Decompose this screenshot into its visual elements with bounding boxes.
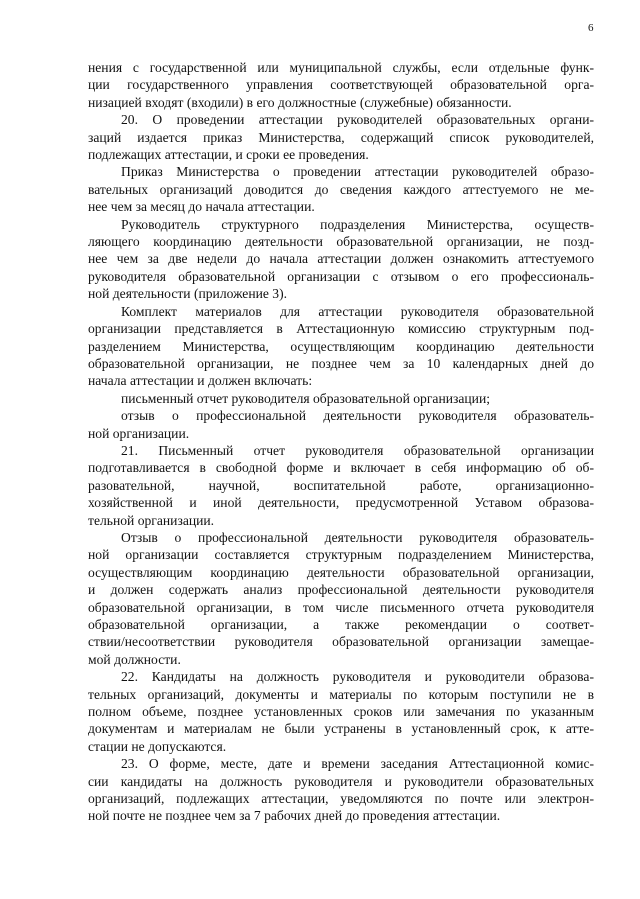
text-line: мой должности. <box>88 651 181 667</box>
text-line: письменный отчет руководителя образовательной организации; <box>121 390 491 406</box>
text-line: организаций, подлежащих аттестации, уведомляются по почте или электрон- <box>88 791 594 807</box>
paragraph-23 <box>88 755 594 825</box>
text-line: документам и материалам не были устранены в установленный срок, к атте- <box>88 721 594 737</box>
text-line: образовательной организации, в том числе письменного отчета руководителя <box>88 599 594 615</box>
text-line: отзыв о профессиональной деятельности руководителя образователь- <box>121 408 594 424</box>
text-line: осуществляющим координацию деятельности образовательной организации, <box>88 564 594 580</box>
text-line: ляющего координацию деятельности образовательной организации, не позд- <box>88 234 594 250</box>
paragraph-20 <box>88 111 594 163</box>
text-line: ной организации составляется структурным подразделением Министерства, <box>88 547 594 563</box>
text-line: разовательной, научной, воспитательной работе, организационно- <box>88 477 594 493</box>
text-line: хозяйственной и иной деятельности, предусмотренной Уставом образова- <box>88 495 594 511</box>
paragraph-continuation <box>88 59 594 111</box>
paragraph-report-item <box>88 390 594 407</box>
text-line: ной деятельности (приложение 3). <box>88 286 288 302</box>
text-line: заций издается приказ Министерства, содержащий список руководителей, <box>88 129 594 145</box>
text-line: полном объеме, позднее установленных сроков или замечания по указанным <box>88 704 594 720</box>
text-line: ствии/несоответствии руководителя образовательной организации замещае- <box>88 634 594 650</box>
text-line: Приказ Министерства о проведении аттестации руководителей образо- <box>121 164 594 180</box>
text-line: сии кандидаты на должность руководителя и руководители образовательных <box>88 773 594 789</box>
text-line: тельной организации. <box>88 512 215 528</box>
text-line: тельных организаций, документы и материалы по которым поступили не в <box>88 686 594 702</box>
text-line: 21. Письменный отчет руководителя образовательной организации <box>121 442 594 458</box>
paragraph-materials <box>88 303 594 390</box>
text-line: низацией входят (входили) в его должностные (служебные) обязанности. <box>88 94 512 110</box>
paragraph-22 <box>88 668 594 755</box>
text-line: подготавливается в свободной форме и включает в себя информацию об об- <box>88 460 594 476</box>
text-line: Отзыв о профессиональной деятельности руководителя образователь- <box>121 529 594 545</box>
text-line: начала аттестации и должен включать: <box>88 373 313 389</box>
text-line: руководителя образовательной организации с отзывом о его профессиональ- <box>88 268 594 284</box>
text-line: Руководитель структурного подразделения Министерства, осуществ- <box>121 216 594 232</box>
text-line: нее чем за месяц до начала аттестации. <box>88 199 315 215</box>
text-line: и должен содержать анализ профессиональной деятельности руководителя <box>88 582 594 598</box>
text-line: стации не допускаются. <box>88 738 227 754</box>
page-number: 6 <box>588 22 594 34</box>
text-line: 23. О форме, месте, дате и времени заседания Аттестационной комис- <box>121 756 594 772</box>
text-line: 22. Кандидаты на должность руководителя и руководители образова- <box>121 669 594 685</box>
paragraph-review <box>88 529 594 668</box>
paragraph-order <box>88 163 594 215</box>
text-line: ции государственного управления соответствующей образовательной орга- <box>88 77 594 93</box>
text-line: подлежащих аттестации, и сроки ее проведения. <box>88 147 369 163</box>
text-line: ной организации. <box>88 425 190 441</box>
text-line: организации представляется в Аттестационную комиссию структурным под- <box>88 321 594 337</box>
document-body <box>88 59 594 825</box>
text-line: ной почте не позднее чем за 7 рабочих дней до проведения аттестации. <box>88 808 501 824</box>
paragraph-review-item <box>88 407 594 442</box>
text-line: образовательной организации, а также рекомендации о соответ- <box>88 617 594 632</box>
paragraph-head <box>88 216 594 303</box>
text-line: образовательной организации, не позднее чем за 10 календарных дней до <box>88 355 594 371</box>
text-line: нения с государственной или муниципальной службы, если отдельные функ- <box>88 60 594 75</box>
paragraph-21 <box>88 442 594 529</box>
text-line: разделением Министерства, осуществляющим координацию деятельности <box>88 338 594 354</box>
text-line: 20. О проведении аттестации руководителей образовательных органи- <box>121 112 594 128</box>
text-line: Комплект материалов для аттестации руководителя образовательной <box>121 303 594 319</box>
text-line: вательных организаций доводится до сведения каждого аттестуемого не ме- <box>88 181 594 197</box>
text-line: нее чем за две недели до начала аттестации должен ознакомить аттестуемого <box>88 251 594 267</box>
